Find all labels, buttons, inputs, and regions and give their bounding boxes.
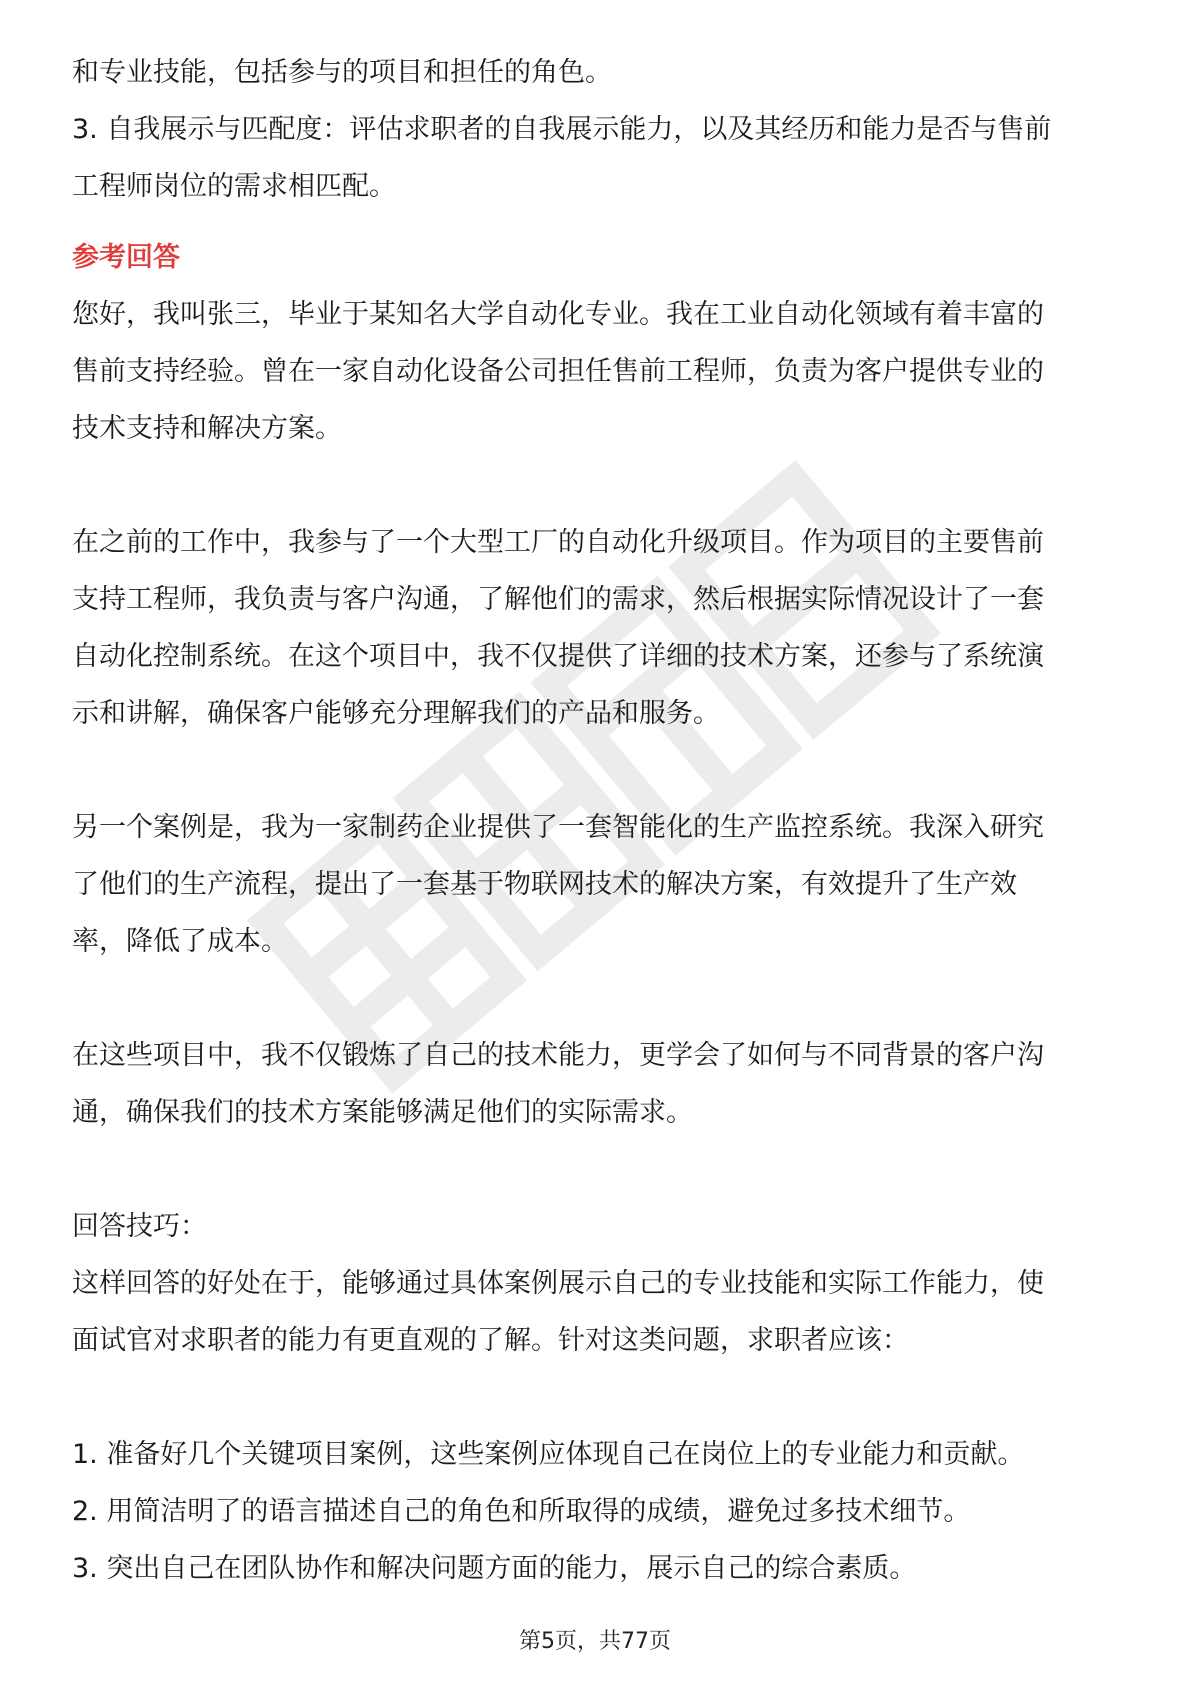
text-line: 支持工程师，我负责与客户沟通，了解他们的需求，然后根据实际情况设计了一套 (72, 584, 1044, 615)
list-item: 1. 准备好几个关键项目案例，这些案例应体现自己在岗位上的专业能力和贡献。 (72, 1439, 1025, 1470)
tips-list (72, 1426, 1118, 1597)
text-line: 在这些项目中，我不仅锻炼了自己的技术能力，更学会了如何与不同背景的客户沟 (72, 1040, 1044, 1071)
text-line: 另一个案例是，我为一家制药企业提供了一套智能化的生产监控系统。我深入研究 (72, 812, 1044, 843)
reference-answer-heading: 参考回答 (72, 242, 180, 273)
document-page (72, 44, 1118, 1597)
text-line: 和专业技能，包括参与的项目和担任的角色。 (72, 57, 612, 88)
answer-paragraph-4 (72, 1027, 1118, 1141)
page-number: 第5页，共77页 (519, 1629, 671, 1654)
text-line: 售前支持经验。曾在一家自动化设备公司担任售前工程师，负责为客户提供专业的 (72, 356, 1044, 387)
text-line: 自动化控制系统。在这个项目中，我不仅提供了详细的技术方案，还参与了系统演 (72, 641, 1044, 672)
text-line: 您好，我叫张三，毕业于某知名大学自动化专业。我在工业自动化领域有着丰富的 (72, 299, 1044, 330)
text-line: 率，降低了成本。 (72, 926, 288, 957)
text-line: 通，确保我们的技术方案能够满足他们的实际需求。 (72, 1097, 693, 1128)
tips-heading: 回答技巧： (72, 1211, 207, 1242)
list-item: 3. 突出自己在团队协作和解决问题方面的能力，展示自己的综合素质。 (72, 1553, 917, 1584)
text-line: 了他们的生产流程，提出了一套基于物联网技术的解决方案，有效提升了生产效 (72, 869, 1017, 900)
text-line: 3. 自我展示与匹配度：评估求职者的自我展示能力，以及其经历和能力是否与售前 (72, 114, 1052, 145)
list-item: 2. 用简洁明了的语言描述自己的角色和所取得的成绩，避免过多技术细节。 (72, 1496, 971, 1527)
text-line: 示和讲解，确保客户能够充分理解我们的产品和服务。 (72, 698, 720, 729)
answer-paragraph-2 (72, 514, 1118, 742)
text-line: 面试官对求职者的能力有更直观的了解。针对这类问题，求职者应该： (72, 1325, 909, 1356)
text-line: 技术支持和解决方案。 (72, 413, 342, 444)
tips-intro (72, 1255, 1118, 1369)
answer-paragraph-1 (72, 286, 1118, 457)
text-line: 这样回答的好处在于，能够通过具体案例展示自己的专业技能和实际工作能力，使 (72, 1268, 1044, 1299)
text-line: 工程师岗位的需求相匹配。 (72, 171, 396, 202)
answer-paragraph-3 (72, 799, 1118, 970)
text-line: 在之前的工作中，我参与了一个大型工厂的自动化升级项目。作为项目的主要售前 (72, 527, 1044, 558)
